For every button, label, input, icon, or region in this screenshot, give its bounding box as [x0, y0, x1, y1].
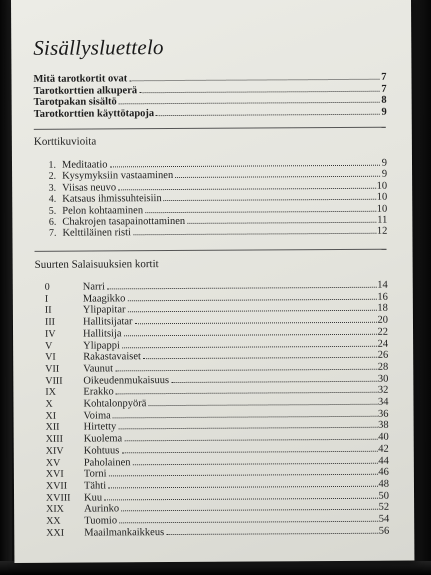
toc-entry [83, 373, 388, 386]
dot-leader [127, 298, 376, 301]
toc-entry-page-number: 48 [378, 478, 389, 490]
toc-entry-page-number: 20 [377, 314, 388, 326]
toc-entry-label: Chakrojen tasapainottaminen [62, 215, 186, 228]
roman-numeral: XIII [45, 433, 63, 445]
toc-entry-label: Kysymyksiin vastaaminen [62, 170, 174, 183]
toc-entry-page-number: 14 [377, 279, 388, 291]
toc-entry-page-number: 22 [377, 326, 389, 338]
dot-leader [121, 451, 377, 454]
dot-leader [118, 188, 376, 191]
dot-leader [166, 532, 378, 534]
toc-entry-label: Hirtetty [83, 421, 117, 433]
toc-entry [84, 432, 389, 445]
roman-numeral: XX [46, 515, 61, 527]
list-number: 6. [48, 216, 57, 228]
toc-entry [84, 514, 389, 527]
toc-entry-label: Katsaus ihmissuhteisiin [62, 193, 162, 205]
roman-numeral: IV [45, 328, 56, 340]
dot-leader [127, 310, 376, 313]
roman-numeral: 0 [44, 281, 50, 293]
toc-entry-label: Paholainen [83, 456, 131, 469]
dot-leader [108, 486, 377, 489]
toc-entry [83, 315, 388, 328]
toc-entry [34, 106, 387, 119]
toc-entry [62, 226, 387, 239]
book-bottom-edge [0, 561, 431, 575]
roman-numeral: VIII [45, 375, 63, 387]
toc-entry [83, 280, 388, 293]
toc-entry [84, 490, 389, 503]
dot-leader [171, 380, 377, 382]
dot-leader [113, 415, 377, 418]
dot-leader [143, 357, 377, 359]
toc-entry-page-number: 40 [378, 431, 389, 443]
toc-entry-label: Kohtalonpyörä [83, 398, 147, 410]
toc-entry-page-number: 18 [377, 303, 388, 315]
toc-entry-label: Ylipapitar [82, 304, 126, 316]
toc-entry [84, 443, 389, 456]
toc-entry-page-number: 46 [378, 466, 389, 478]
toc-entry [83, 291, 388, 304]
dot-leader [133, 233, 376, 235]
list-number: 4. [48, 193, 57, 205]
toc-entry-page-number: 16 [377, 291, 388, 303]
toc-entry-label: Pelon kohtaaminen [62, 204, 144, 217]
toc-entry-label: Tähti [83, 480, 107, 492]
toc-entry-label: Maailmankaikkeus [84, 526, 165, 539]
section-heading-layouts: Korttikuvioita [33, 135, 97, 148]
toc-entry [83, 350, 388, 363]
section-divider [35, 249, 387, 252]
toc-entry-page-number: 32 [377, 384, 389, 397]
dot-leader [121, 509, 378, 512]
toc-entry-label: Erakko [83, 386, 114, 398]
toc-entry [84, 525, 389, 538]
toc-entry [83, 397, 388, 410]
toc-entry-label: Meditaatio [61, 159, 108, 171]
toc-entry-label: Torni [83, 468, 107, 480]
toc-entry [84, 455, 389, 468]
dot-leader [122, 345, 377, 348]
toc-entry-label: Tuomio [84, 515, 118, 527]
toc-entry-page-number: 12 [376, 226, 388, 238]
toc-entry-label: Narri [82, 281, 105, 293]
toc-entry-page-number: 54 [378, 513, 390, 525]
toc-entry-page-number: 24 [377, 338, 389, 350]
toc-entry [84, 420, 389, 433]
toc-entry-label: Mitä tarotkortit ovat [33, 73, 128, 85]
toc-entry-label: Voima [83, 410, 111, 422]
dot-leader [135, 322, 377, 324]
list-number: 1. [48, 159, 57, 171]
toc-entry-page-number: 50 [378, 490, 390, 502]
dot-leader [132, 462, 377, 464]
toc-entry [83, 385, 388, 398]
dot-leader [139, 90, 379, 92]
toc-entry-page-number: 56 [378, 525, 390, 537]
toc-entry [83, 338, 388, 351]
roman-numeral: X [45, 398, 53, 410]
toc-entry-page-number: 52 [378, 501, 390, 514]
roman-numeral: III [44, 316, 56, 328]
toc-entry-page-number: 38 [378, 420, 389, 432]
list-number: 2. [48, 171, 57, 183]
dot-leader [119, 521, 378, 524]
toc-entry-page-number: 10 [376, 203, 388, 215]
toc-entry-label: Viisas neuvo [62, 182, 117, 194]
toc-entry-label: Hallitsija [83, 328, 122, 340]
toc-entry-label: Hallitsijatar [82, 316, 133, 328]
toc-entry-page-number: 44 [378, 455, 389, 467]
toc-entry-label: Kelttiläinen risti [62, 227, 131, 240]
toc-entry-page-number: 36 [378, 408, 389, 420]
toc-entry-page-number: 7 [381, 71, 387, 83]
section-heading-major-arcana: Suurten Salaisuuksien kortit [34, 258, 159, 271]
toc-entry-page-number: 30 [377, 373, 389, 385]
toc-entry-label: Kuolema [83, 433, 123, 445]
toc-entry [84, 502, 389, 515]
toc-entry [83, 327, 388, 340]
toc-entry-label: Tarotkorttien käyttötapoja [33, 107, 155, 120]
roman-numeral: XXI [46, 527, 65, 539]
roman-numeral: I [44, 293, 49, 305]
toc-entry-label: Tarotpakan sisältö [33, 96, 117, 108]
roman-numeral: XIX [46, 503, 64, 516]
dot-leader [124, 439, 377, 442]
toc-entry-label: Kohtuus [83, 445, 120, 457]
roman-numeral: XVIII [46, 492, 71, 504]
roman-numeral: XIV [45, 445, 64, 457]
roman-numeral: IX [45, 387, 56, 399]
dot-leader [145, 210, 376, 212]
toc-entry-page-number: 42 [378, 443, 389, 455]
roman-numeral: XV [45, 457, 61, 469]
toc-entry [84, 479, 389, 492]
roman-numeral: XI [45, 410, 57, 422]
roman-numeral: XVI [45, 468, 64, 480]
dot-leader [175, 176, 380, 178]
toc-entry-page-number: 11 [377, 214, 388, 226]
roman-numeral: XVII [45, 480, 68, 492]
toc-entry-page-number: 9 [381, 169, 388, 181]
toc-entry-label: Maagikko [82, 292, 126, 305]
dot-leader [148, 404, 377, 406]
toc-entry-page-number: 28 [377, 361, 389, 373]
toc-entry-label: Oikeudenmukaisuus [83, 374, 170, 387]
list-number: 3. [48, 182, 57, 194]
list-number: 7. [48, 228, 57, 240]
dot-leader [156, 113, 380, 115]
toc-entry-label: Ylipappi [83, 339, 120, 352]
dot-leader [109, 474, 378, 477]
toc-entry-page-number: 8 [381, 94, 387, 106]
toc-entry-page-number: 9 [381, 157, 388, 169]
dot-leader [107, 287, 376, 290]
dot-leader [187, 222, 376, 224]
dot-leader [110, 165, 381, 168]
toc-entry-page-number: 7 [381, 83, 387, 95]
toc-entry-page-number: 10 [376, 180, 388, 192]
list-number: 5. [48, 205, 57, 217]
dot-leader [119, 102, 380, 105]
section-divider [34, 127, 386, 130]
dot-leader [118, 427, 377, 430]
toc-entry-page-number: 34 [377, 396, 389, 408]
toc-entry-page-number: 10 [376, 191, 388, 203]
toc-entry-label: Rakastavaiset [83, 351, 141, 363]
roman-numeral: II [44, 305, 52, 317]
book-page [11, 0, 414, 563]
toc-entry-page-number: 26 [377, 349, 389, 361]
toc-entry [83, 362, 388, 375]
toc-entry-label: Aurinko [84, 503, 120, 515]
dot-leader [164, 199, 376, 201]
dot-leader [116, 392, 377, 395]
toc-entry [84, 467, 389, 480]
page-title: Sisällysluettelo [33, 35, 164, 60]
book-spine-shadow [0, 0, 12, 575]
dot-leader [104, 497, 377, 500]
toc-entry [83, 303, 388, 316]
roman-numeral: V [45, 340, 53, 352]
roman-numeral: VI [45, 351, 56, 363]
dot-leader [124, 334, 377, 337]
toc-entry [84, 408, 389, 421]
dot-leader [115, 369, 377, 372]
toc-entry-label: Tarotkorttien alkuperä [33, 84, 138, 97]
toc-entry-label: Vaunut [83, 363, 114, 375]
roman-numeral: XII [45, 422, 60, 434]
toc-entry-label: Kuu [84, 492, 103, 504]
toc-entry-page-number: 9 [381, 106, 387, 118]
roman-numeral: VII [45, 363, 60, 375]
dot-leader [129, 79, 379, 82]
